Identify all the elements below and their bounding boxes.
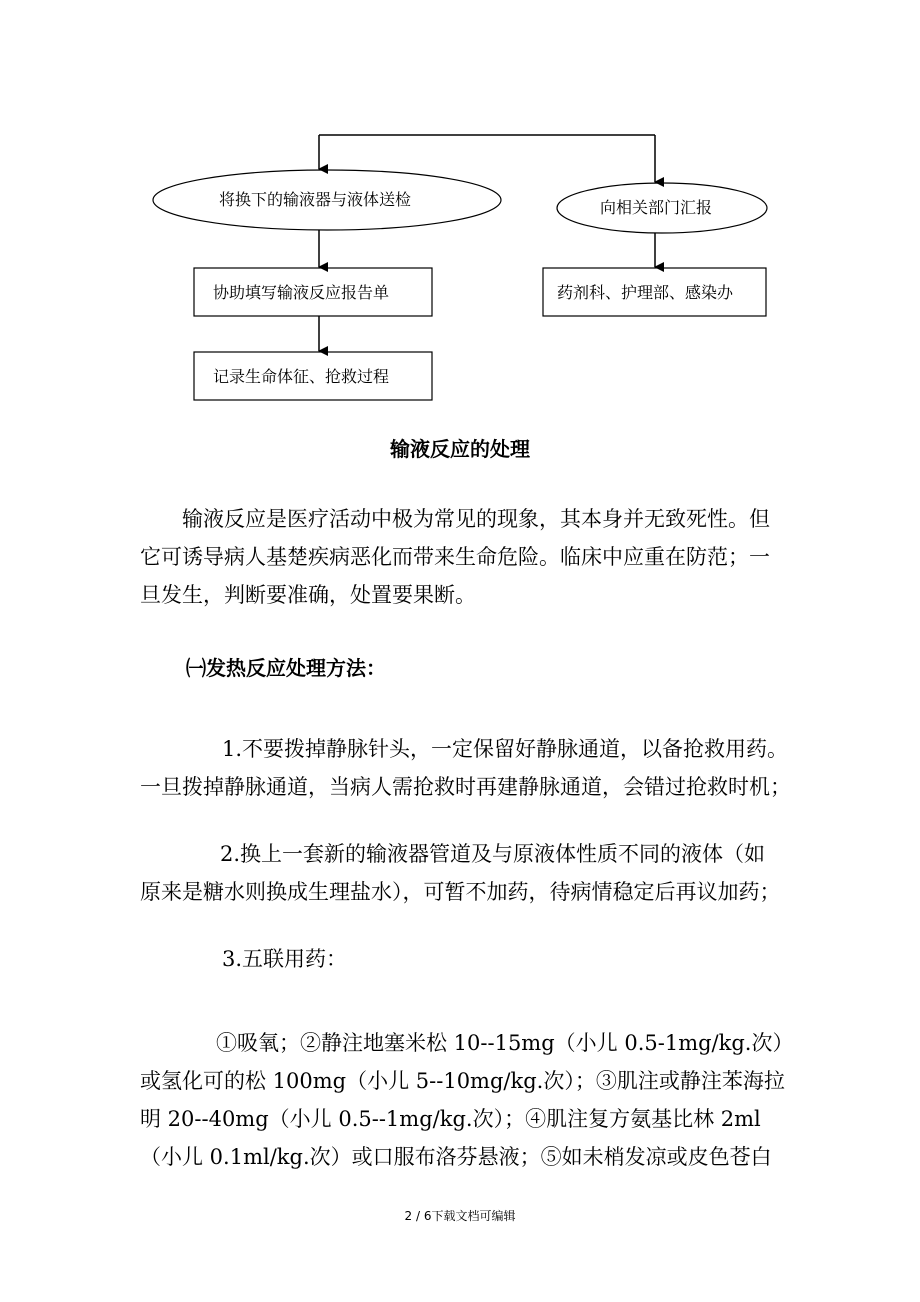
page-footer: 2 / 6下载文档可编辑	[404, 1209, 516, 1223]
item-3: 3.五联用药：	[222, 947, 348, 971]
top-connector	[319, 135, 655, 182]
section-title: 输液反应的处理	[390, 437, 530, 461]
right-box-label: 药剂科、护理部、感染办	[557, 283, 734, 302]
drug-line-3: 明 20--40mg（小儿 0.5--1mg/kg.次）；④肌注复方氨基比林 2ml	[140, 1107, 761, 1131]
intro-paragraph	[140, 500, 800, 614]
item-2	[140, 835, 800, 911]
drug-line-4: （小儿 0.1ml/kg.次）或口服布洛芬悬液；⑤如未梢发凉或皮色苍白	[140, 1145, 772, 1169]
intro-line-3: 旦发生，判断要准确，处置要果断。	[140, 583, 476, 607]
intro-line-1: 输液反应是医疗活动中极为常见的现象，其本身并无致死性。但	[182, 507, 770, 531]
item-2-line-2: 原来是糖水则换成生理盐水），可暂不加药，待病情稳定后再议加药；	[140, 880, 781, 904]
drug-paragraph	[140, 1024, 800, 1176]
right-ellipse-label: 向相关部门汇报	[600, 198, 713, 217]
item-1-line-2: 一旦拨掉静脉通道，当病人需抢救时再建静脉通道，会错过抢救时机；	[140, 775, 791, 799]
item-2-line-1: 2.换上一套新的输液器管道及与原液体性质不同的液体（如	[220, 842, 766, 866]
left-box-1-label: 协助填写输液反应报告单	[213, 283, 390, 302]
drug-line-2: 或氢化可的松 100mg（小儿 5--10mg/kg.次）；③肌注或静注苯海拉	[140, 1069, 785, 1093]
drug-line-1: ①吸氧；②静注地塞米松 10--15mg（小儿 0.5-1mg/kg.次）	[216, 1031, 794, 1055]
flowchart	[0, 0, 920, 420]
left-ellipse-label: 将换下的输液器与液体送检	[219, 190, 412, 209]
left-box-2-label: 记录生命体征、抢救过程	[213, 367, 390, 386]
intro-line-2: 它可诱导病人基楚疾病恶化而带来生命危险。临床中应重在防范；一	[140, 545, 770, 569]
fever-reaction-heading: ㈠发热反应处理方法：	[186, 656, 386, 680]
item-1	[140, 730, 800, 806]
item-1-line-1: 1.不要拨掉静脉针头，一定保留好静脉通道，以备抢救用药。	[222, 737, 789, 761]
